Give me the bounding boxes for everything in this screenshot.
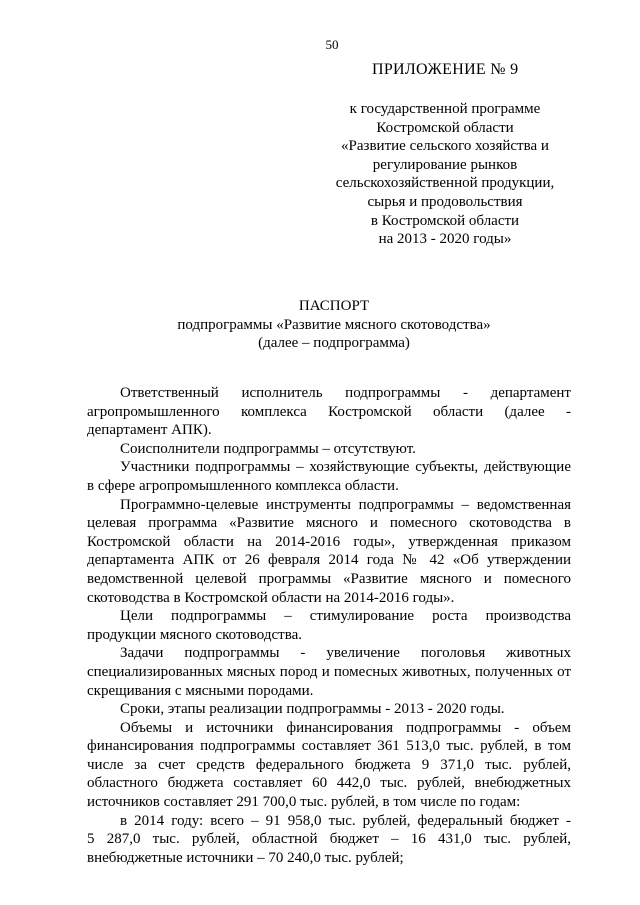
paragraph-line: Сроки, этапы реализации подпрограммы - 2013 - 2020 годы.	[120, 701, 505, 718]
paragraph	[87, 458, 571, 495]
paragraph-line: департамента АПК от 26 февраля 2014 года № 42 «Об утверждении	[87, 552, 571, 569]
paragraph-line: финансирования подпрограммы составляет 361 513,0 тыс. рублей, в том	[87, 738, 571, 755]
paragraph-line: ведомственной целевой программы «Развитие мясного и помесного	[87, 570, 571, 587]
paragraph	[87, 644, 571, 700]
appendix-subtitle-block	[300, 100, 590, 249]
page-number: 50	[325, 37, 339, 52]
paragraph-line: продукции мясного скотоводства.	[87, 626, 302, 643]
paragraph	[87, 384, 571, 440]
appendix-line: к государственной программе	[349, 101, 541, 117]
paragraph-line: скрещивания с мясными породами.	[87, 682, 314, 699]
paragraph-line: в сфере агропромышленного комплекса области.	[87, 477, 399, 494]
passport-subtitle: подпрограммы «Развитие мясного скотоводства»	[177, 316, 491, 333]
paragraph-line: Костромской области на 2014-2016 годы», утвержденная приказом	[87, 533, 571, 550]
paragraph-line: в 2014 году: всего – 91 958,0 тыс. рублей, федеральный бюджет -	[120, 812, 571, 829]
appendix-line: регулирование рынков	[372, 156, 518, 173]
paragraph-line: скотоводства в Костромской области на 2014-2016 годы».	[87, 589, 455, 606]
passport-title: ПАСПОРТ	[298, 298, 370, 314]
paragraph	[87, 496, 571, 608]
paragraph	[87, 440, 571, 459]
appendix-line: Костромской области	[376, 119, 514, 136]
paragraph-line: Участники подпрограммы – хозяйствующие субъекты, действующие	[120, 459, 571, 476]
paragraph-line: внебюджетные источники – 70 240,0 тыс. рублей;	[87, 849, 404, 866]
paragraph-line: агропромышленного комплекса Костромской области (далее -	[87, 403, 571, 420]
paragraph	[87, 719, 571, 812]
paragraph-line: Ответственный исполнитель подпрограммы - департамент	[120, 385, 571, 401]
appendix-title: ПРИЛОЖЕНИЕ № 9	[372, 61, 519, 78]
paragraph-line: целевая программа «Развитие мясного и помесного скотоводства в	[87, 515, 571, 532]
paragraph-line: областного бюджета составляет 60 442,0 тыс. рублей, внебюджетных	[87, 775, 571, 792]
paragraph	[87, 700, 571, 719]
paragraph	[87, 812, 571, 868]
appendix-line: на 2013 - 2020 годы»	[378, 231, 512, 248]
paragraph-line: Задачи подпрограммы - увеличение поголовья животных	[120, 645, 571, 662]
appendix-line: «Развитие сельского хозяйства и	[341, 138, 549, 155]
document-body	[87, 384, 571, 867]
appendix-line: сельскохозяйственной продукции,	[335, 175, 555, 192]
paragraph-line: Объемы и источники финансирования подпрограммы - объем	[120, 719, 571, 736]
paragraph-line: числе за счет средств федерального бюджета 9 371,0 тыс. рублей,	[87, 756, 571, 773]
paragraph-line: специализированных мясных пород и помесных животных, полученных от	[87, 663, 571, 680]
paragraph-line: Цели подпрограммы – стимулирование роста производства	[120, 608, 571, 625]
paragraph-line: Соисполнители подпрограммы – отсутствуют.	[120, 440, 416, 457]
paragraph-line: Программно-целевые инструменты подпрограммы – ведомственная	[120, 496, 571, 513]
passport-note: (далее – подпрограмма)	[258, 335, 410, 352]
appendix-line: в Костромской области	[370, 212, 520, 229]
appendix-line: сырья и продовольствия	[367, 193, 523, 210]
paragraph	[87, 607, 571, 644]
passport-header	[14, 297, 640, 353]
paragraph-line: 5 287,0 тыс. рублей, областной бюджет – 16 431,0 тыс. рублей,	[87, 831, 571, 848]
paragraph-line: источников составляет 291 700,0 тыс. рублей, в том числе по годам:	[87, 794, 521, 811]
paragraph-line: департамент АПК).	[87, 422, 212, 439]
